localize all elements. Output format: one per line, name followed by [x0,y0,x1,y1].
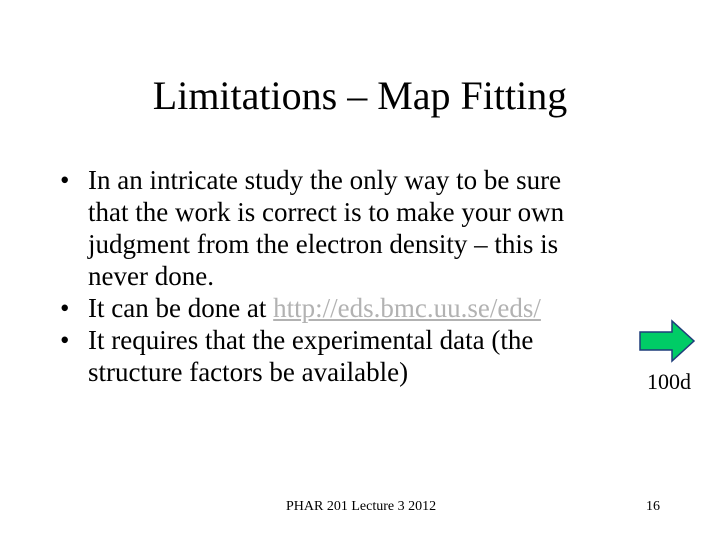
bullet-marker: • [60,325,70,355]
bullet-list [60,164,660,388]
bullet-marker: • [60,293,70,323]
arrow-right-button[interactable] [638,319,696,363]
bullet-line: In an intricate study the only way to be sure [88,165,562,195]
bullet-line: judgment from the electron density – this is [88,229,559,259]
bullet-item [60,292,660,324]
bullet-item [60,164,660,292]
bullet-marker: • [60,165,70,195]
eds-link[interactable]: http://eds.bmc.uu.se/eds/ [273,293,541,323]
bullet-line: never done. [88,261,214,291]
page-number: 16 [646,499,660,514]
bullet-text: It can be done at [88,293,274,323]
footer-text: PHAR 201 Lecture 3 2012 [286,499,437,514]
bullet-line: It requires that the experimental data (the [88,325,534,355]
bullet-item [60,324,660,388]
arrow-right-icon [640,321,694,361]
slide-title: Limitations – Map Fitting [152,73,568,118]
bullet-line: that the work is correct is to make your own [88,197,565,227]
bullet-line: structure factors be available) [88,357,409,387]
bullet-line [88,292,660,324]
arrow-label: 100d [647,369,691,394]
